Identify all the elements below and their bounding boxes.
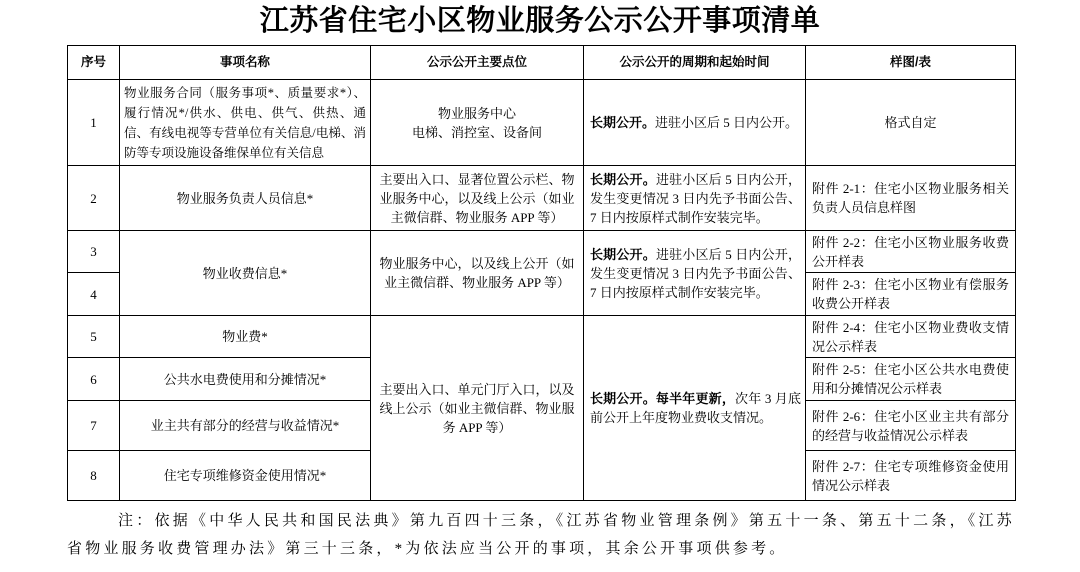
location-line: 主要出入口、单元门厅入口，以及线上公示（如业主微信群、物业服务 APP 等） <box>379 381 575 435</box>
sample-cell: 附件 2-3：住宅小区物业有偿服务收费公开样表 <box>806 273 1016 316</box>
page-title: 江苏省住宅小区物业服务公示公开事项清单 <box>259 5 821 37</box>
location-line: 电梯、消控室、设备间 <box>411 124 542 140</box>
serial-number-cell: 2 <box>68 166 120 231</box>
serial-number-cell: 1 <box>68 80 120 166</box>
sample-cell: 附件 2-1：住宅小区物业服务相关负责人员信息样图 <box>806 166 1016 231</box>
sample-cell: 格式自定 <box>806 80 1016 166</box>
location-cell <box>371 231 584 316</box>
period-detail: 进驻小区后 5 日内公开，发生变更情况 3 日内先予书面公告、7 日内按原样式制作安装完毕。 <box>590 246 801 300</box>
serial-number-cell: 5 <box>68 316 120 358</box>
period-detail: 次年 3 月底前公开上年度物业费收支情况。 <box>590 391 801 425</box>
table-row <box>68 80 1016 166</box>
period-detail: 进驻小区后 5 日内公开，发生变更情况 3 日内先予书面公告、7 日内按原样式制作安装完毕。 <box>590 171 801 225</box>
table-row <box>68 231 1016 273</box>
location-cell <box>371 166 584 231</box>
period-emphasis: 长期公开。每半年更新， <box>590 391 736 406</box>
table-header-row <box>68 46 1016 80</box>
item-name-cell: 公共水电费使用和分摊情况* <box>120 358 371 401</box>
location-line: 主要出入口、显著位置公示栏、物业服务中心，以及线上公示（如业主微信群、物业服务 APP 等） <box>379 171 575 225</box>
item-name-cell: 业主共有部分的经营与收益情况* <box>120 401 371 451</box>
item-name-cell: 物业服务负责人员信息* <box>120 166 371 231</box>
location-line: 物业服务中心 <box>437 105 516 121</box>
sample-cell: 附件 2-6：住宅小区业主共有部分的经营与收益情况公示样表 <box>806 401 1016 451</box>
sample-cell: 附件 2-5：住宅小区公共水电费使用和分摊情况公示样表 <box>806 358 1016 401</box>
item-name-cell: 物业费* <box>120 316 371 358</box>
location-cell <box>371 80 584 166</box>
period-cell <box>584 316 806 501</box>
header-item-name: 事项名称 <box>120 46 371 80</box>
location-line: 物业服务中心，以及线上公开（如业主微信群、物业服务 APP 等） <box>379 256 575 290</box>
disclosure-table <box>67 45 1016 501</box>
sample-cell: 附件 2-4：住宅小区物业费收支情况公示样表 <box>806 316 1016 358</box>
header-location: 公示公开主要点位 <box>371 46 584 80</box>
table-row <box>68 316 1016 358</box>
item-name-cell: 住宅专项维修资金使用情况* <box>120 451 371 501</box>
period-cell <box>584 231 806 316</box>
period-cell <box>584 80 806 166</box>
footnote: 注：依据《中华人民共和国民法典》第九百四十三条，《江苏省物业管理条例》第五十一条、第五十二条，《江苏省物业服务收费管理办法》第三十三条，*为依法应当公开的事项，其余公开事项供参考。 <box>67 513 1015 557</box>
period-detail: 进驻小区后 5 日内公开。 <box>655 115 799 130</box>
period-emphasis: 长期公开。 <box>590 246 656 262</box>
serial-number-cell: 8 <box>68 451 120 501</box>
period-emphasis: 长期公开。 <box>590 171 656 187</box>
serial-number-cell: 7 <box>68 401 120 451</box>
header-sample: 样图/表 <box>806 46 1016 80</box>
sample-cell: 附件 2-7：住宅专项维修资金使用情况公示样表 <box>806 451 1016 501</box>
header-serial-number: 序号 <box>68 46 120 80</box>
location-cell <box>371 316 584 501</box>
period-emphasis: 长期公开。 <box>590 115 656 130</box>
table-row <box>68 166 1016 231</box>
header-period: 公示公开的周期和起始时间 <box>584 46 806 80</box>
serial-number-cell: 6 <box>68 358 120 401</box>
sample-cell: 附件 2-2：住宅小区物业服务收费公开样表 <box>806 231 1016 273</box>
period-cell <box>584 166 806 231</box>
serial-number-cell: 3 <box>68 231 120 273</box>
item-name-cell: 物业收费信息* <box>120 231 371 316</box>
item-name-cell: 物业服务合同（服务事项*、质量要求*）、履行情况*/供水、供电、供气、供热、通信、有线电视等专营单位有关信息/电梯、消防等专项设施设备维保单位有关信息 <box>120 80 371 166</box>
serial-number-cell: 4 <box>68 273 120 316</box>
